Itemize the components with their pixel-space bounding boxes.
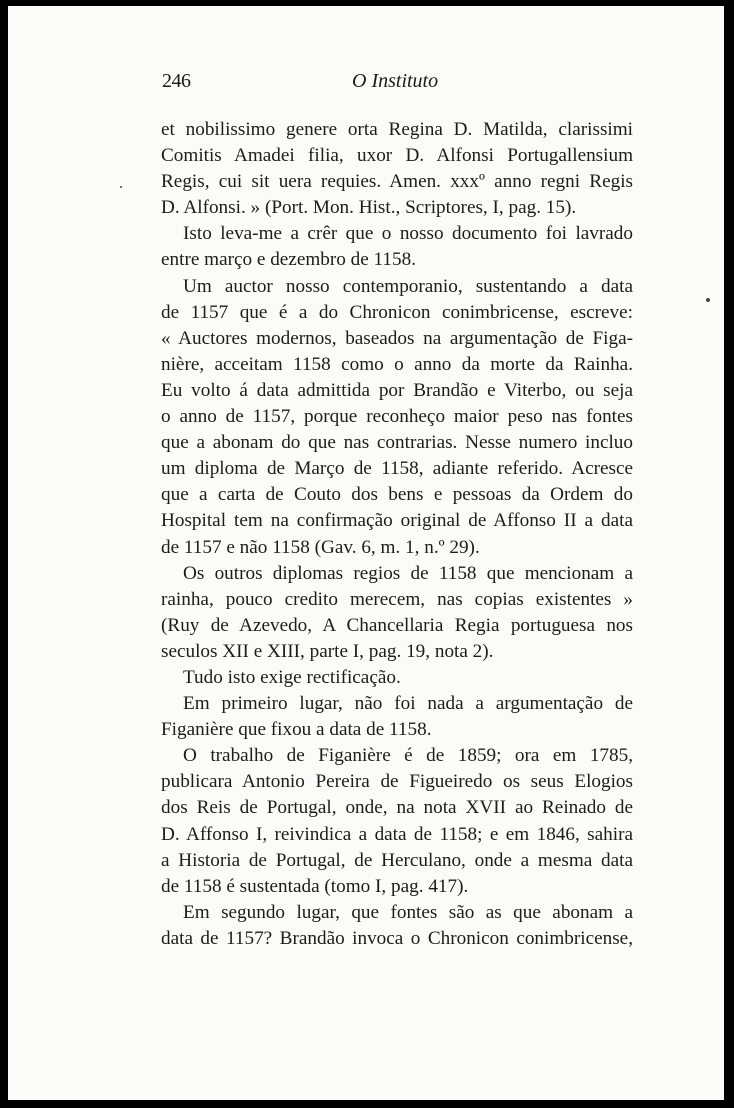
text-line: Figanière que fixou a data de 1158.: [161, 719, 432, 741]
text-line: data de 1157? Brandão invoca o Chronicon conimbricense,: [161, 927, 633, 949]
text-line: de 1157 que é a do Chronicon conimbricense, escreve:: [161, 301, 633, 323]
text-line: Os outros diplomas regios de 1158 que mencionam a: [183, 562, 633, 584]
text-line: seculos XII e XIII, parte I, pag. 19, nota 2).: [161, 640, 494, 662]
page-number: 246: [162, 70, 191, 92]
page-header: [162, 70, 462, 100]
text-line: de 1157 e não 1158 (Gav. 6, m. 1, n.º 29).: [161, 536, 480, 558]
text-line: O trabalho de Figanière é de 1859; ora em 1785,: [183, 745, 633, 767]
paper-speck: [706, 298, 710, 302]
book-page: [8, 6, 724, 1100]
text-line: et nobilissimo genere orta Regina D. Matilda, clarissimi: [161, 119, 633, 140]
text-line: Um auctor nosso contemporanio, sustentando a data: [183, 275, 633, 297]
text-line: Tudo isto exige rectificação.: [183, 666, 401, 688]
text-line: Em segundo lugar, que fontes são as que abonam a: [183, 901, 633, 923]
text-line: Hospital tem na confirmação original de Affonso II a data: [161, 510, 633, 532]
text-line: Comitis Amadei filia, uxor D. Alfonsi Portugallensium: [161, 145, 633, 167]
text-line: que a carta de Couto dos bens e pessoas da Ordem do: [161, 484, 633, 506]
text-line: Em primeiro lugar, não foi nada a argumentação de: [183, 693, 633, 715]
text-line: o anno de 1157, porque reconheço maior peso nas fontes: [161, 406, 633, 428]
text-line: publicara Antonio Pereira de Figueiredo os seus Elogios: [161, 771, 633, 793]
text-line: que a abonam do que nas contrarias. Nesse numero incluo: [161, 432, 633, 454]
text-line: nière, acceitam 1158 como o anno da morte da Rainha.: [161, 353, 633, 375]
text-line: de 1158 é sustentada (tomo I, pag. 417).: [161, 875, 469, 897]
text-line: Eu volto á data admittida por Brandão e Viterbo, ou seja: [161, 379, 633, 401]
paper-speck: [120, 186, 122, 188]
text-line: D. Alfonsi. » (Port. Mon. Hist., Scriptores, I, pag. 15).: [161, 197, 577, 219]
text-line: D. Affonso I, reivindica a data de 1158; e em 1846, sahira: [161, 823, 633, 845]
text-line: rainha, pouco credito merecem, nas copias existentes »: [161, 588, 633, 610]
text-line: um diploma de Março de 1158, adiante referido. Acresce: [161, 458, 633, 480]
running-title: O Instituto: [352, 70, 439, 92]
text-line: dos Reis de Portugal, onde, na nota XVII ao Reinado de: [161, 797, 633, 819]
text-line: entre março e dezembro de 1158.: [161, 249, 417, 271]
text-line: Regis, cui sit uera requies. Amen. xxxº anno regni Regis: [161, 171, 633, 193]
text-line: (Ruy de Azevedo, A Chancellaria Regia portuguesa nos: [161, 614, 633, 636]
text-line: a Historia de Portugal, de Herculano, onde a mesma data: [161, 849, 633, 871]
text-line: Isto leva-me a crêr que o nosso documento foi lavrado: [183, 223, 633, 245]
text-line: « Auctores modernos, baseados na argumentação de Figa-: [161, 327, 633, 349]
body-text: [161, 117, 633, 952]
